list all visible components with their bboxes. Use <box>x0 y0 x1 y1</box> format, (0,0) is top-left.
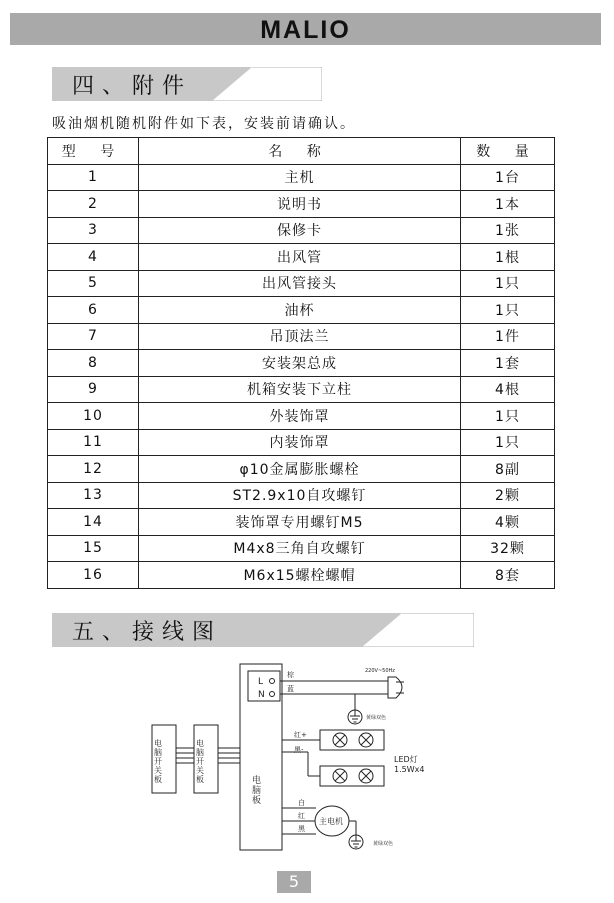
header-qty: 数 量 <box>461 138 555 165</box>
led-red-wire-label: 红+ <box>294 731 307 739</box>
cell-model: 9 <box>48 376 139 403</box>
table-row <box>48 535 555 562</box>
table-row <box>48 350 555 377</box>
led-group-bottom <box>320 766 384 786</box>
led-power-label: 1.5Wx4 <box>394 765 425 774</box>
cell-name: 说明书 <box>139 191 461 218</box>
table-header-row <box>48 138 555 165</box>
cell-name: 安装架总成 <box>139 350 461 377</box>
table-row <box>48 456 555 483</box>
page-number: 5 <box>277 871 311 893</box>
cell-name: 出风管接头 <box>139 270 461 297</box>
cell-name: 主机 <box>139 164 461 191</box>
motor-black-wire-label: 黑 <box>298 825 305 833</box>
cell-name: 吊顶法兰 <box>139 323 461 350</box>
cell-name: 内装饰罩 <box>139 429 461 456</box>
cell-model: 12 <box>48 456 139 483</box>
table-row <box>48 164 555 191</box>
cell-name: 出风管 <box>139 244 461 271</box>
header-name: 名 称 <box>139 138 461 165</box>
led-label: LED灯 <box>394 755 418 764</box>
main-motor-label: 主电机 <box>319 817 343 826</box>
section-5-header <box>52 613 474 647</box>
cell-model: 15 <box>48 535 139 562</box>
cell-qty: 1只 <box>461 403 555 430</box>
brand-header-bar <box>10 13 601 45</box>
cell-qty: 1套 <box>461 350 555 377</box>
cell-model: 3 <box>48 217 139 244</box>
cell-model: 14 <box>48 509 139 536</box>
section-5-title: 五、接线图 <box>72 620 223 645</box>
header-model: 型 号 <box>48 138 139 165</box>
cell-qty: 1根 <box>461 244 555 271</box>
cell-model: 1 <box>48 164 139 191</box>
table-row <box>48 217 555 244</box>
pcb-label: 电脑板 <box>250 775 260 805</box>
cell-model: 10 <box>48 403 139 430</box>
ground-label-1: 黄绿双色 <box>366 715 387 721</box>
cell-qty: 1本 <box>461 191 555 218</box>
terminal-l-screw <box>270 679 275 684</box>
cell-name: 油杯 <box>139 297 461 324</box>
cell-name: φ10金属膨胀螺栓 <box>139 456 461 483</box>
terminal-n-label: N <box>258 690 265 700</box>
section-4-title: 四、附件 <box>72 74 193 99</box>
cell-name: M6x15螺栓螺帽 <box>139 562 461 589</box>
cell-qty: 32颗 <box>461 535 555 562</box>
brand-logo: MALIO <box>260 16 351 44</box>
cell-model: 4 <box>48 244 139 271</box>
cell-model: 13 <box>48 482 139 509</box>
cell-name: 外装饰罩 <box>139 403 461 430</box>
table-row <box>48 482 555 509</box>
switch-board-left-label: 电脑开关板 <box>153 739 163 784</box>
table-row <box>48 376 555 403</box>
ground-label-2: 黄绿双色 <box>373 841 394 847</box>
cell-model: 11 <box>48 429 139 456</box>
cell-model: 7 <box>48 323 139 350</box>
table-row <box>48 429 555 456</box>
cell-model: 16 <box>48 562 139 589</box>
cell-qty: 1只 <box>461 297 555 324</box>
header-slant-divider <box>212 67 322 101</box>
motor-red-wire-label: 红 <box>298 812 305 820</box>
cell-name: ST2.9x10自攻螺钉 <box>139 482 461 509</box>
section-4-header <box>52 67 322 101</box>
cell-model: 6 <box>48 297 139 324</box>
power-plug-icon <box>388 677 404 698</box>
ground-symbol-icon <box>349 835 363 849</box>
terminal-n-screw <box>270 692 275 697</box>
header-slant-divider <box>362 613 474 647</box>
cell-qty: 1件 <box>461 323 555 350</box>
led-lamp-icon <box>359 733 373 747</box>
cell-model: 5 <box>48 270 139 297</box>
cell-qty: 4根 <box>461 376 555 403</box>
switch-board-right-label: 电脑开关板 <box>195 739 205 784</box>
table-row <box>48 297 555 324</box>
led-group-top <box>320 730 384 750</box>
led-black-wire-label: 黑- <box>294 746 304 754</box>
table-row <box>48 191 555 218</box>
cell-qty: 1只 <box>461 429 555 456</box>
wiring-diagram <box>140 655 440 860</box>
cell-qty: 1台 <box>461 164 555 191</box>
terminal-l-label: L <box>258 677 264 687</box>
wire-blue-label: 蓝 <box>287 685 294 693</box>
cell-model: 2 <box>48 191 139 218</box>
power-voltage-label: 220V~50Hz <box>365 668 395 674</box>
cell-qty: 1张 <box>461 217 555 244</box>
accessories-table <box>47 137 555 589</box>
led-lamp-icon <box>333 733 347 747</box>
cell-name: 保修卡 <box>139 217 461 244</box>
cell-model: 8 <box>48 350 139 377</box>
cell-name: 装饰罩专用螺钉M5 <box>139 509 461 536</box>
cell-qty: 2颗 <box>461 482 555 509</box>
cell-qty: 4颗 <box>461 509 555 536</box>
wire-brown-label: 棕 <box>287 671 294 679</box>
table-row <box>48 323 555 350</box>
motor-white-wire-label: 白 <box>298 799 305 807</box>
cell-qty: 8副 <box>461 456 555 483</box>
led-lamp-icon <box>359 769 373 783</box>
accessories-intro: 吸油烟机随机附件如下表，安装前请确认。 <box>52 116 356 132</box>
cell-qty: 8套 <box>461 562 555 589</box>
cell-name: 机箱安装下立柱 <box>139 376 461 403</box>
table-row <box>48 244 555 271</box>
led-lamp-icon <box>333 769 347 783</box>
cell-name: M4x8三角自攻螺钉 <box>139 535 461 562</box>
cell-qty: 1只 <box>461 270 555 297</box>
table-row <box>48 509 555 536</box>
table-row <box>48 403 555 430</box>
table-row <box>48 270 555 297</box>
table-row <box>48 562 555 589</box>
ground-symbol-icon <box>348 710 362 724</box>
